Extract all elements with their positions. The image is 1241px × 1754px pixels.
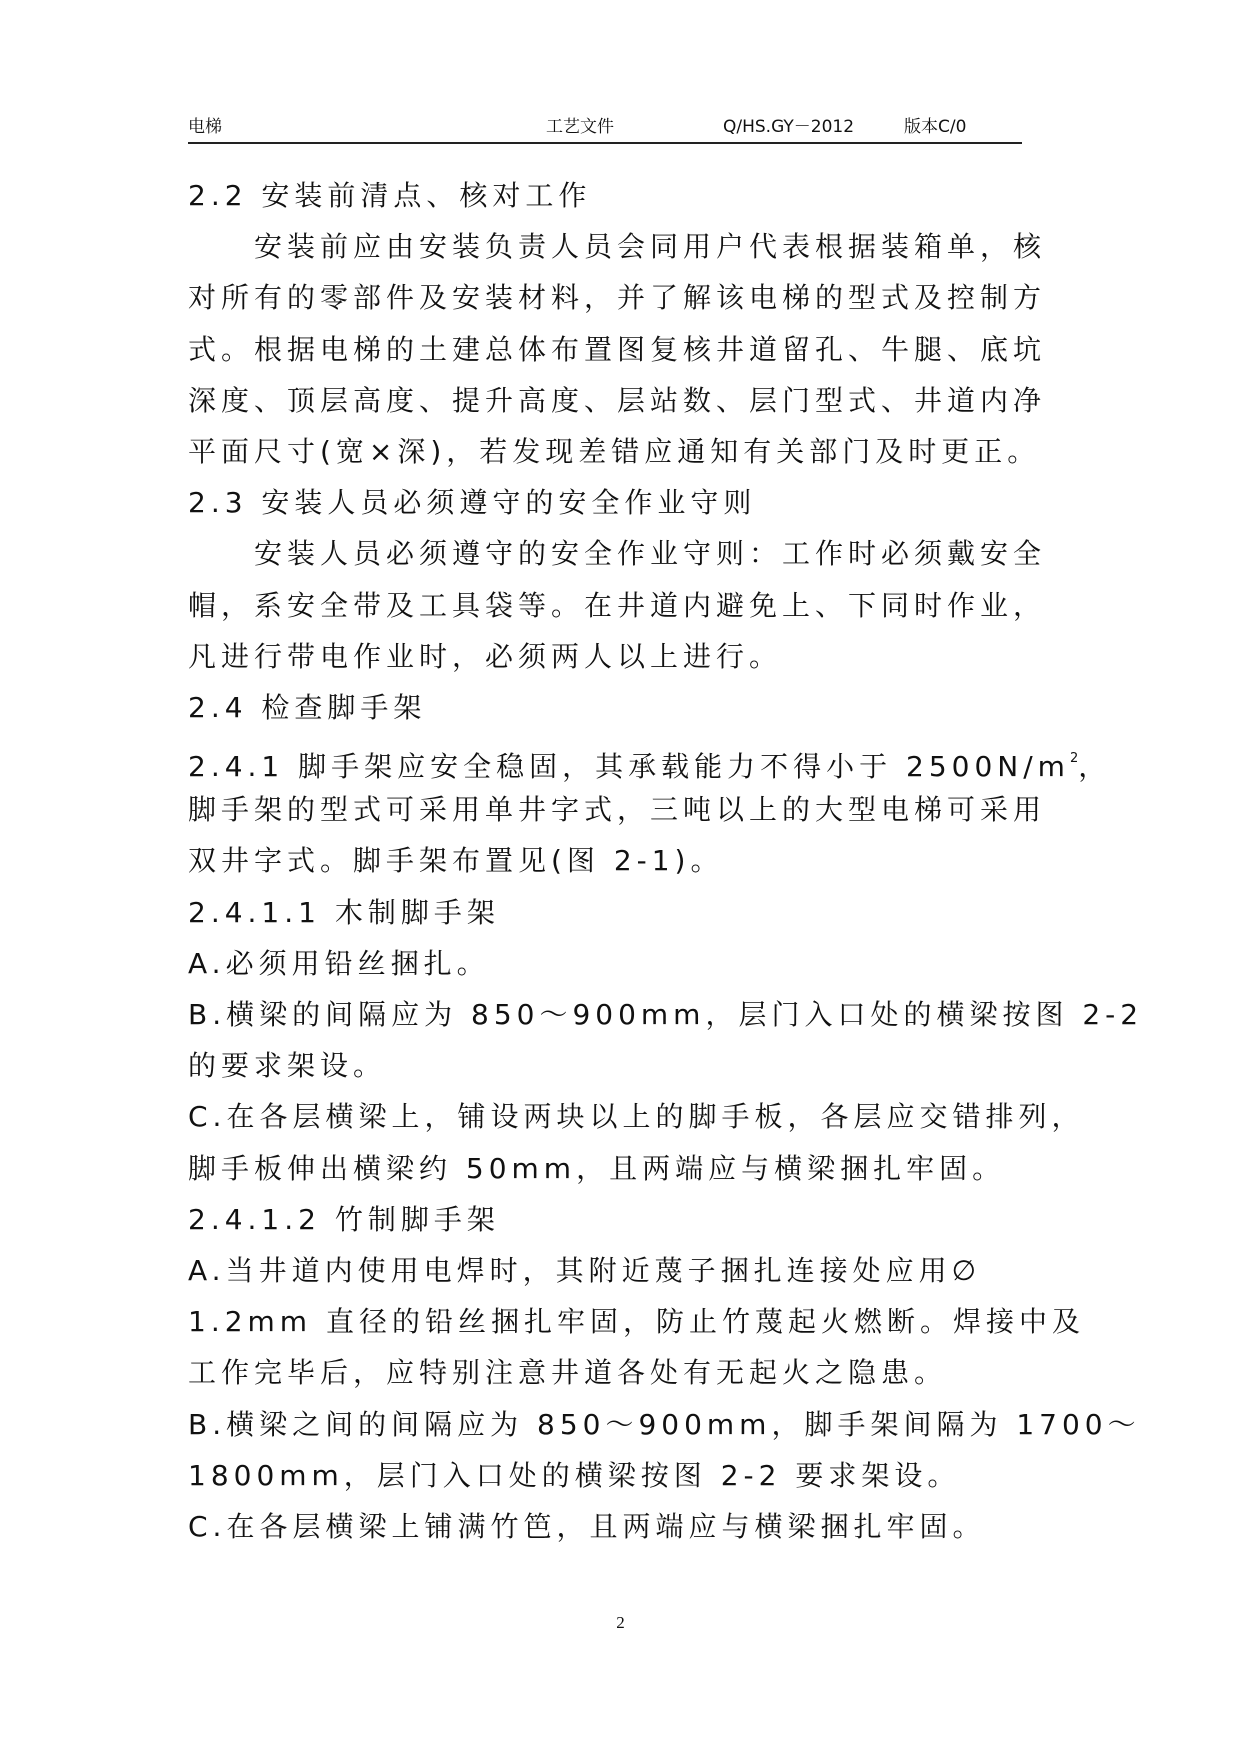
- page-header: [188, 108, 1022, 144]
- section-heading: 2.3 安装人员必须遵守的安全作业守则: [188, 486, 757, 520]
- list-item: C.在各层横梁上铺满竹笆，且两端应与横梁捆扎牢固。: [188, 1509, 986, 1543]
- list-item-continuation: 的要求架设。: [188, 1049, 387, 1083]
- paragraph-text: 2.4.1 脚手架应安全稳固，其承载能力不得小于 2500N/m: [188, 750, 1070, 784]
- paragraph-line: 安装人员必须遵守的安全作业守则：工作时必须戴安全: [254, 537, 1047, 571]
- paragraph-line: [188, 733, 1112, 784]
- paragraph-punctuation: ，: [1078, 750, 1112, 784]
- list-item-continuation: 1800mm，层门入口处的横梁按图 2-2 要求架设。: [188, 1458, 961, 1492]
- header-product: 电梯: [188, 117, 222, 137]
- header-doc-code: Q/HS.GY－2012: [723, 117, 855, 137]
- list-item: B.横梁的间隔应为 850～900mm，层门入口处的横梁按图 2-2: [188, 998, 1144, 1031]
- paragraph-line: 平面尺寸(宽×深)，若发现差错应通知有关部门及时更正。: [188, 434, 1041, 468]
- paragraph-line: 式。根据电梯的土建总体布置图复核井道留孔、牛腿、底坑: [188, 332, 1047, 366]
- header-version: 版本C/0: [904, 117, 967, 137]
- subsection-heading: 2.4.1.1 木制脚手架: [188, 895, 500, 929]
- paragraph-line: 凡进行带电作业时，必须两人以上进行。: [188, 639, 783, 673]
- header-doc-type: 工艺文件: [546, 117, 614, 137]
- list-item: A.必须用铅丝捆扎。: [188, 946, 490, 980]
- list-item-continuation: 工作完毕后，应特别注意井道各处有无起火之隐患。: [188, 1356, 948, 1390]
- paragraph-line: 深度、顶层高度、提升高度、层站数、层门型式、井道内净: [188, 383, 1047, 417]
- page-number: 2: [616, 1613, 625, 1632]
- paragraph-line: 双井字式。脚手架布置见(图 2-1)。: [188, 844, 724, 878]
- paragraph-line: 安装前应由安装负责人员会同用户代表根据装箱单，核: [254, 230, 1047, 264]
- document-body: [188, 170, 1144, 1552]
- subsection-heading: 2.4.1.2 竹制脚手架: [188, 1202, 500, 1236]
- list-item-continuation: 1.2mm 直径的铅丝捆扎牢固，防止竹蔑起火燃断。焊接中及: [188, 1305, 1085, 1339]
- superscript-exponent: 2: [1069, 751, 1079, 767]
- section-heading: 2.4 检查脚手架: [188, 690, 427, 724]
- list-item-continuation: 脚手板伸出横梁约 50mm，且两端应与横梁捆扎牢固。: [188, 1151, 1006, 1185]
- paragraph-line: 帽，系安全带及工具袋等。在井道内避免上、下同时作业，: [188, 588, 1047, 622]
- list-item: A.当井道内使用电焊时，其附近蔑子捆扎连接处应用∅: [188, 1253, 981, 1287]
- section-heading: 2.2 安装前清点、核对工作: [188, 179, 592, 212]
- list-item: C.在各层横梁上，铺设两块以上的脚手板，各层应交错排列，: [188, 1100, 1085, 1134]
- paragraph-line: 对所有的零部件及安装材料，并了解该电梯的型式及控制方: [188, 281, 1047, 315]
- paragraph-line: 脚手架的型式可采用单井字式，三吨以上的大型电梯可采用: [188, 793, 1047, 827]
- list-item: B.横梁之间的间隔应为 850～900mm，脚手架间隔为 1700～: [188, 1407, 1141, 1441]
